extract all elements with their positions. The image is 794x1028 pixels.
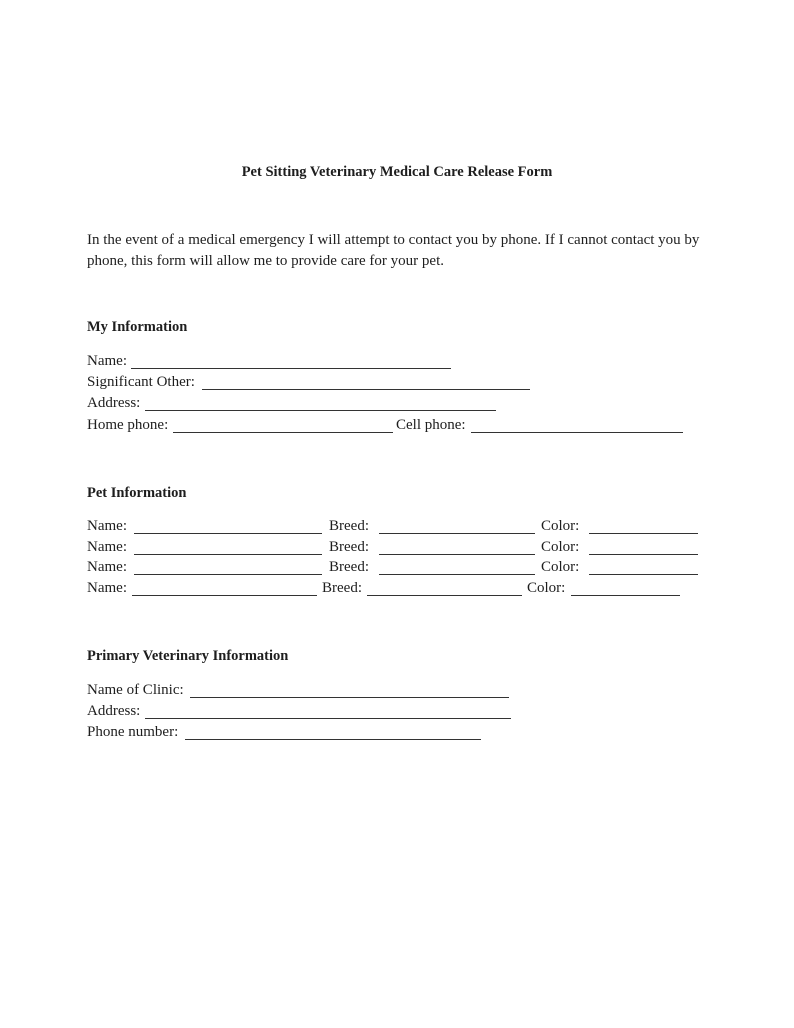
clinic-phone-row	[87, 724, 487, 745]
clinic-name-row	[87, 682, 517, 703]
pet-color-label: Color:	[541, 539, 580, 555]
significant-other-label: Significant Other:	[87, 374, 195, 390]
pet-name-field[interactable]	[134, 533, 322, 534]
home-phone-field[interactable]	[173, 432, 393, 433]
pet-breed-field[interactable]	[367, 595, 522, 596]
pet-color-field[interactable]	[589, 533, 698, 534]
pet-breed-label: Breed:	[329, 518, 369, 534]
pet-color-field[interactable]	[589, 574, 698, 575]
pet-row	[87, 559, 702, 580]
pet-breed-field[interactable]	[379, 554, 535, 555]
my-address-label: Address:	[87, 395, 141, 411]
my-information-heading: My Information	[87, 319, 188, 335]
pet-breed-label: Breed:	[322, 580, 362, 596]
clinic-name-label: Name of Clinic:	[87, 682, 184, 698]
veterinary-information-heading: Primary Veterinary Information	[87, 648, 289, 664]
significant-other-field[interactable]	[202, 389, 530, 390]
pet-row	[87, 580, 687, 601]
significant-other-row	[87, 374, 537, 395]
pet-color-label: Color:	[541, 518, 580, 534]
pet-color-label: Color:	[541, 559, 580, 575]
pet-color-field[interactable]	[589, 554, 698, 555]
pet-breed-field[interactable]	[379, 533, 535, 534]
cell-phone-label: Cell phone:	[396, 417, 466, 433]
pet-name-label: Name:	[87, 539, 127, 555]
my-name-label: Name:	[87, 353, 127, 369]
form-title: Pet Sitting Veterinary Medical Care Release Form	[241, 164, 553, 180]
pet-breed-label: Breed:	[329, 559, 369, 575]
clinic-name-field[interactable]	[190, 697, 509, 698]
my-name-field[interactable]	[131, 368, 451, 369]
my-name-row	[87, 353, 467, 374]
home-phone-label: Home phone:	[87, 417, 169, 433]
intro-paragraph: In the event of a medical emergency I will attempt to contact you by phone. If I cannot contact you by phone, this form will allow me to provide care for your pet.	[87, 232, 700, 269]
pet-name-label: Name:	[87, 518, 127, 534]
clinic-address-field[interactable]	[145, 718, 511, 719]
pet-name-field[interactable]	[134, 554, 322, 555]
clinic-address-row	[87, 703, 517, 724]
pet-name-label: Name:	[87, 580, 127, 596]
pet-name-field[interactable]	[134, 574, 322, 575]
my-address-field[interactable]	[145, 410, 496, 411]
pet-breed-field[interactable]	[379, 574, 535, 575]
pet-color-label: Color:	[527, 580, 566, 596]
my-address-row	[87, 395, 507, 416]
pet-row	[87, 539, 702, 560]
pet-name-field[interactable]	[132, 595, 317, 596]
pet-color-field[interactable]	[571, 595, 680, 596]
pet-row	[87, 518, 702, 539]
clinic-phone-label: Phone number:	[87, 724, 179, 740]
cell-phone-field[interactable]	[471, 432, 683, 433]
clinic-address-label: Address:	[87, 703, 141, 719]
phone-row	[87, 417, 687, 438]
pet-information-heading: Pet Information	[87, 485, 187, 501]
pet-name-label: Name:	[87, 559, 127, 575]
clinic-phone-field[interactable]	[185, 739, 481, 740]
pet-breed-label: Breed:	[329, 539, 369, 555]
